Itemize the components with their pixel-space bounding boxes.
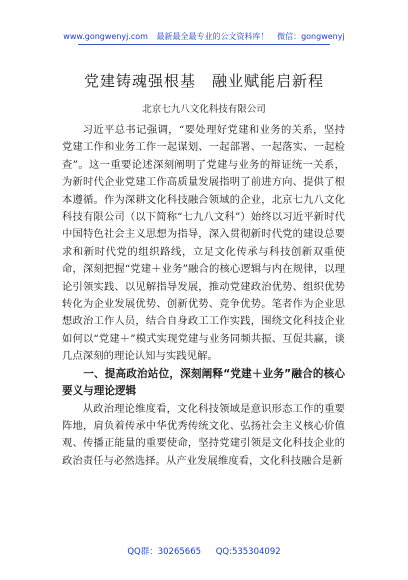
section-heading: 一、提高政治站位，深刻阐释“党建＋业务”融合的核心要义与理论逻辑: [62, 367, 345, 398]
intro-paragraph: 习近平总书记强调，“要处理好党建和业务的关系，坚持党建工作和业务工作一起谋划、一起部署、一起落实、一起检查”。这一重要论述深刻阐明了党建与业务的辩证统一关系，为新时代企业党建工作高质量发展指明了前进方向、提供了根本遵循。作为深耕文化科技融合领域的企业，北京七九八文化科技有限公司（以下简称“七九八文科”）始终以习近平新时代中国特色社会主义思想为指导，深入贯彻新时代党的建设总要求和新时代党的组织路线，立足文化传承与科技创新双重使命，深刻把握“党建＋业务”融合的核心逻辑与内在规律，以理论引领实践、以见解指导发展，推动党建政治优势、组织优势转化为企业发展优势、创新优势、竞争优势。笔者作为企业思想政治工作人员，结合自身政工工作实践，围绕文化科技企业如何以“党建＋”模式实现党建与业务同频共振、互促共赢，谈几点深刻的理论认知与实践见解。: [62, 124, 345, 363]
banner-slogan: 最新最全最专业的公文资料库！: [156, 32, 269, 41]
section-paragraph: 从政治理论维度看，文化科技领域是意识形态工作的重要阵地，肩负着传承中华优秀传统文化、弘扬社会主义核心价值观、传播正能量的重要使命，坚持党建引领是文化科技企业的政治责任与必然选择。从产业发展维度看，文化科技融合是新: [62, 402, 345, 467]
header-divider: [78, 44, 330, 45]
title-part-2: 融业赋能启新程: [212, 72, 325, 90]
wechat-id: 微信：gongwenyj: [277, 32, 345, 41]
footer-contact: [0, 545, 408, 557]
qq-group: QQ群：30265665: [127, 547, 202, 557]
document-title: [0, 70, 408, 91]
title-part-1: 党建铸魂强根基: [83, 72, 196, 90]
site-url[interactable]: www.gongwenyj.com: [63, 32, 148, 41]
organization-name: 北京七九八文化科技有限公司: [142, 104, 266, 115]
header-banner: [0, 31, 408, 42]
document-body: [62, 122, 345, 470]
qq-number: QQ:535304092: [215, 547, 281, 557]
